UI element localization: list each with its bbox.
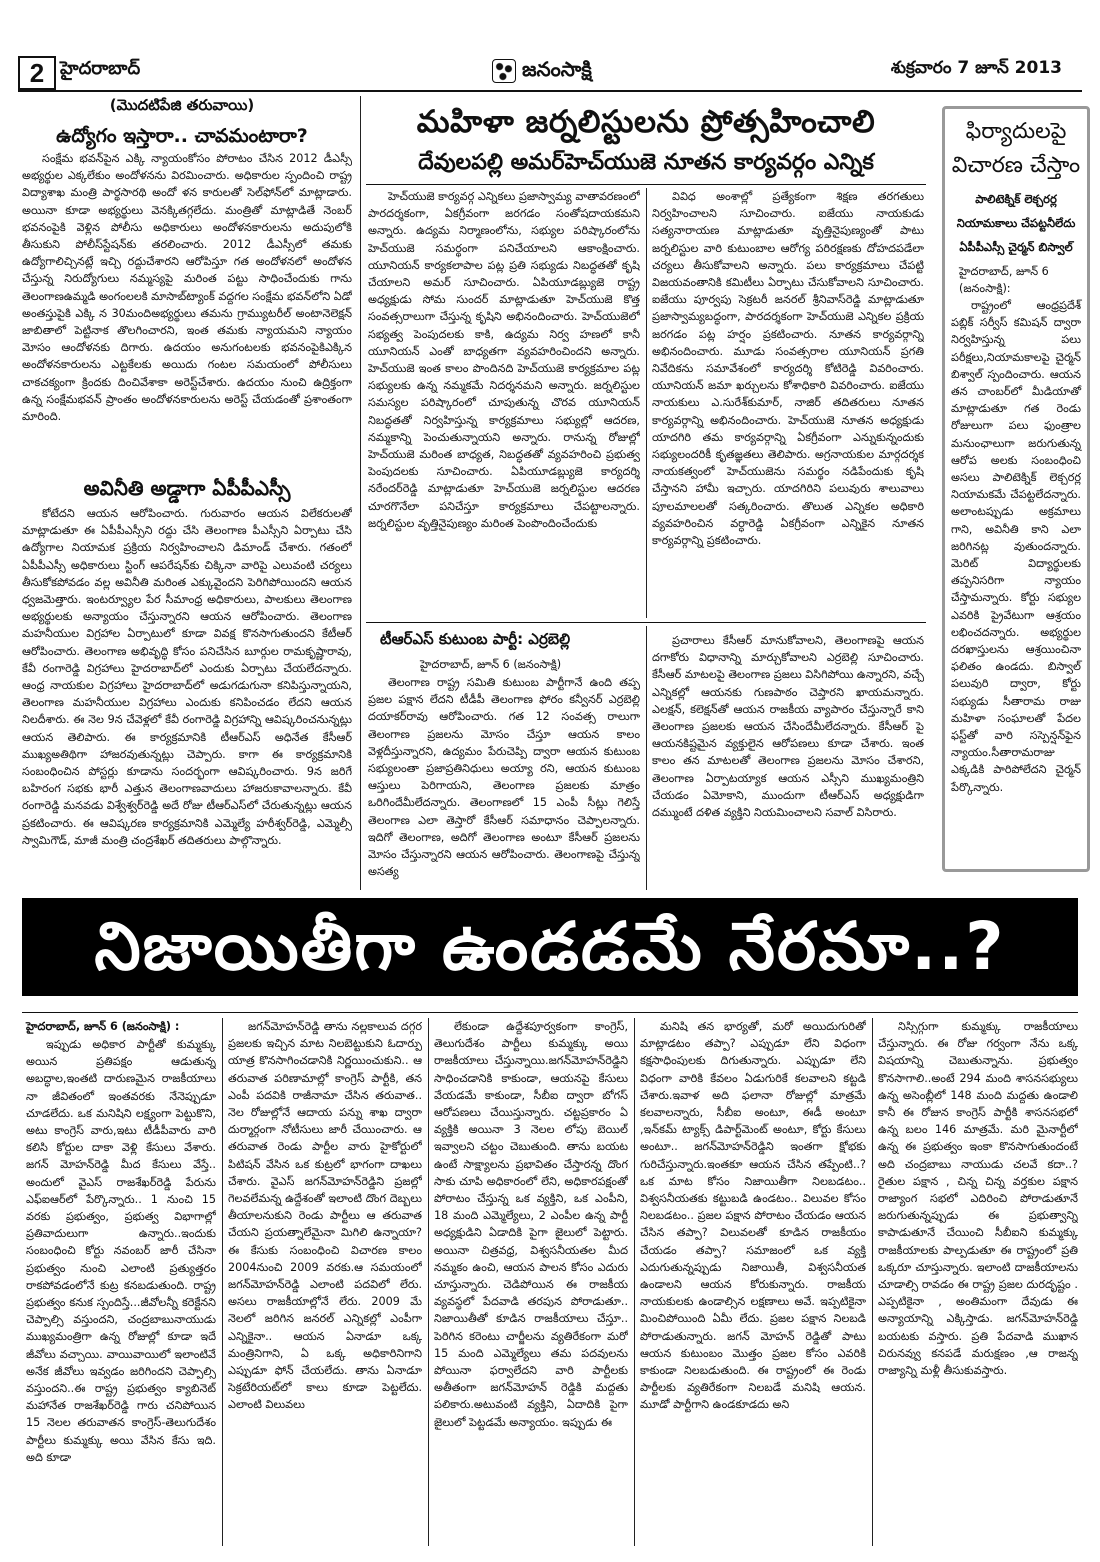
trs-rule (366, 622, 926, 623)
bottom-col1-text: ఇప్పుడు అధికార పార్టీతో కుమ్మక్కు అయిన ప్రతిపక్షం ఆడుతున్న అబద్ధాల,ఇంతటి దారుణమైన రాజకీయాలు నా జీవితంలో ఇంతవరకు నేనెప్పుడూ చూడలేదు. ఒక మనిషిని లక్ష్యంగా పెట్టుకొని, అటు కాంగ్రెస్ వారు,ఇటు టీడీపీవారు వారి కలిసి కోర్టుల దాకా వెళ్లి కేసులు వేశారు. జగన్ మోహన్‌రెడ్డి మీద కేసులు వేస్తే.. అందులో వైఎస్ రాజశేఖర్‌రెడ్డి పేరును ఎఫ్ఐఆర్‌లో పేర్కొన్నారు.. 1 నుంచి 15 వరకు ప్రభుత్వం, ప్రభుత్వ విభాగాల్లో ప్రతివాదులుగా ఉన్నారు..ఇందుకు సంబంధించి కోర్టు నవంబర్ జారీ చేసినా ప్రభుత్వం నుంచి ఎలాంటి ప్రత్యుత్తరం రాకపోవడంలోనే కుట్ర కనబడుతుంది. రాష్ట్ర ప్రభుత్వం కనుక స్పందిస్తే...జీవోలన్నీ కరెక్టేనని చెప్పాల్సి వస్తుందని, చంద్రబాబునాయుడు ముఖ్యమంత్రిగా ఉన్న రోజుల్లో కూడా ఇదే జీవోలు వచ్చాయి. వాయివాయిలో ఇలాంటివే అనేక జీవోలు ఇవ్వడం జరిగిందని చెప్పాల్సి వస్తుందని..ఈ రాష్ట్ర ప్రభుత్వం క్యాబినెట్ మహానేత రాజశేఖర్‌రెడ్డి గారు చనిపోయిన 15 నెలల తరువాతన కాంగ్రెస్-తెలుగుదేశం పార్టీలు కుమ్మక్కు అయి వేసిన కేసు ఇది. అది కూడా (26, 1038, 216, 1464)
left-headline: ఉద్యోగం ఇస్తారా.. చావమంటారా? (56, 125, 308, 147)
center-col-2 (652, 188, 924, 618)
bottom-col3-text: లేకుండా ఉద్దేశపూర్వకంగా కాంగ్రెస్, తెలుగుదేశం పార్టీలు కుమ్మక్కు అయి రాజకీయాలు చేస్తున్నాయి.జగన్‌మోహన్‌రెడ్డిని సాధించడానికి కాకుండా, ఆయనపై కేసులు వేయడమే కాకుండా, సీబీఐ ద్వారా బోగస్ ఆరోపణలు చేయిస్తున్నారు. చట్టప్రకారం ఏ వ్యక్తికి అయినా 3 నెలల లోపు బెయిల్ ఇవ్వాలని చట్టం చెబుతుంది. తాను బయట ఉంటే సాక్ష్యాలను ప్రభావితం చేస్తారన్న దొంగ సాకు చూపి అధికారంలో లేని, అధికారపక్షంతో పోరాటం చేస్తున్న ఒక వ్యక్తిని, ఒక ఎంపీని, 18 మంది ఎమ్మెల్యేలు, 2 ఎంపీల ఉన్న పార్టీ అధ్యక్షుడిని ఏడాదికి పైగా జైలులో పెట్టారు. అయినా చిత్రవధ్ర, విశ్వసనీయతల మీద నమ్మకం ఉంచి, ఆయన పాలన కోసం ఎదురు చూస్తున్నారు. చెడిపోయిన ఈ రాజకీయ వ్యవస్థలో పేదవాడి తరపున పోరాడుతూ.. నిజాయితీతో కూడిన రాజకీయాలు చేస్తూ.. పెరిగిన కరెంటు చార్జీలను వ్యతిరేకంగా మరో 15 మంది ఎమ్మెల్యేలు తమ పదవులను పోయినా ఫర్వాలేదని వారి పార్టీలకు అతీతంగా జగన్‌మోహన్ రెడ్డికి మద్దతు పలికారు.అటువంటి వ్యక్తిని, ఏదాదికి పైగా జైలులో పెట్టడమే అన్యాయం. ఇప్పుడు ఈ (434, 1020, 628, 1429)
side-sub-2: నియామకాలు చేపట్టనీలేదు (956, 216, 1076, 230)
paper-logo (492, 55, 642, 87)
bottom-col4-text: మనిషి తన భార్యతో, మరో అయిదుగురితో మాట్లాడటం తప్పా? ఎప్పుడూ లేని విధంగా కక్షసాధింపులకు దిగుతున్నారు. ఎప్పుడూ లేని విధంగా వారికి కేవలం ఏడుగురికే కలవాలని కట్టడి చేశారు.ఇవాళ అది ఫలానా రోజుల్లో మాత్రమే కలవాలన్నారు, సీబీఐ అంటూ, ఈడీ అంటూ ,ఇన్‌కమ్ ట్యాక్స్ డిపార్ట్‌మెంట్ అంటూ, కోర్టు కేసులు అంటూ.. జగన్‌మోహన్‌రెడ్డిని ఇంతగా క్షోభకు గురిచేస్తున్నారు.ఇంతకూ ఆయన చేసిన తప్పేంటి..? ఒక మాట కోసం నిజాయితీగా నిలబడటం.. విశ్వసనీయతకు కట్టుబడి ఉండటం.. విలువల కోసం నిలబడటం.. ప్రజల పక్షాన పోరాటం చేయడం ఆయన చేసిన తప్పా? విలువలతో కూడిన రాజకీయం చేయడం తప్పా? సమాజంలో ఒక వ్యక్తి ఎదుగుతున్నప్పుడు నిజాయితీ, విశ్వసనీయత ఉండాలని ఆయన కోరుకున్నారు. రాజకీయ నాయకులకు ఉండాల్సిన లక్షణాలు అవే. ఇప్పటికైనా మించిపోయింది ఏమీ లేదు. ప్రజల పక్షాన నిలబడి పోరాడుతున్నారు. జగన్ మోహన్ రెడ్డితో పాటు ఆయన కుటుంబం మొత్తం ప్రజల కోసం ఎవరికి కాకుండా నిలబడుతుంది. ఈ రాష్ట్రంలో ఈ రెండు పార్టీలకు వ్యతిరేకంగా నిలబడే మనిషి ఆయన. మూడో పార్టీగాని ఉండకూడదు అని (640, 1020, 866, 1412)
sidebar-box (942, 106, 1090, 872)
column-divider (428, 1018, 429, 1546)
banner-headline: నిజాయితీగా ఉండడమే నేరమా..? (22, 898, 1078, 996)
trs-col-1 (368, 674, 640, 890)
paper-name: జనంసాక్షి (522, 56, 592, 81)
left-article-body2 (22, 505, 352, 889)
trs-col2-text: ప్రచారాలు కేసీఆర్ మానుకోవాలని, తెలంగాణపై ఆయన దగాకోరు విధానాన్ని మార్చుకోవాలని ఎర్రబెల్లి సూచించారు. కేసీఆర్ మాటలపై తెలంగాణ ప్రజలు విసిగిపోయి ఉన్నారని, వచ్చే ఎన్నికల్లో ఆయనకు గుణపాఠం చెప్తారని ఖాయమన్నారు. ఎలక్షన్, కలెక్షన్‌తో ఆయన రాజకీయ వ్యాపారం చేస్తున్నారే కాని తెలంగాణ ప్రజలకు ఆయన చేసిందేమీలేదన్నారు. కేసీఆర్ పై ఆయనకిష్టమైన వ్యక్తులైన ఆరోపణలు కూడా చేశారు. ఇంత కాలం తన మాటలతో తెలంగాణ ప్రజలను మోసం చేశారని, తెలంగాణ ఏర్పాటయ్యాక ఆయన ఎస్సీని ముఖ్యమంత్రిని చేయడం ఏమోకాని, ముందుగా టీఆర్ఎస్ అధ్యక్షుడిగా దమ్ముంటే దళిత వ్యక్తిని నియమించాలని సవాల్ విసిరారు. (652, 634, 924, 820)
masthead-rule (18, 90, 1082, 92)
left-subhead: అవినీతి అడ్డాగా ఏపీపీఎస్సీ (83, 476, 291, 500)
bottom-col-3 (434, 1018, 628, 1546)
bottom-col-4 (640, 1018, 866, 1546)
side-body (945, 297, 1087, 857)
trs-dateline: హైదరాబాద్, జూన్ 6 (జనంసాక్షి) (420, 658, 562, 671)
continued-kicker: (మొదటిపేజి తరువాయి) (109, 96, 255, 114)
trs-headline: టీఆర్ఎస్ కుటుంబ పార్టీ: ఎర్రబెల్లి (380, 630, 571, 648)
left-body-text: సంక్షేమ భవన్‌పైన ఎక్కి న్యాయంకోసం పోరాటం చేసిన 2012 డీఎస్సీ అభ్యర్థుల ఎక్కలేకుం అందోళనను విరమించారు. అధికారుల స్పందించి రాష్ట్ర విద్యాశాఖ మంత్రి పార్థసారథి అందో ళన కారులతో సెల్‌ఫోన్‌లో మాట్లాడారు. అయినా కూడా అభ్యర్థులు వెనక్కితగ్గలేదు. మంత్రితో మాట్లాడితే నెంబర్ భవనంపైకి వెళ్లిన పోలీసు అధికారులు అందోళనకారులను అదుపులోకి తీసుకుని పోలీస్‌స్టేషన్‌కు తరలించారు. 2012 డీఎస్సీలో తమకు ఉద్యోగాలిచ్చినట్లే ఇచ్చి రద్దుచేశారని ఆరోపిస్తూ గత అందోళనలో అందోళన చేస్తున్న నిరుద్యోగులు నమ్మస్యపై మరింత పట్టు సాధించేందుకు గాను తెలంగాణఉమ్మడి అంగంలలకి మాసాబ్‌ట్యాంక్ వద్దగల సంక్షేమ భవన్‌లోని ఏడో అంతస్తుపైకి ఎక్కి న 30మందిఅభ్యర్థులు తమను గ్రామ్యుటరీల్ అంటానెలెక్షన్ జాబితాలో పెట్టినాక తొలగించారని, ఇంత తమకు న్యాయమని న్యాయం మోసం ఆందోళనకు దిగారు. ఉదయం అనుగంటలకు భవనంపైకిఎక్కిన అందోళనకారులను ఎట్టకేలకు అయిదు గంటల సమయంలో పోలీసులు చాకచక్యంగా క్రిందకు దించివేశాకా అరెస్ట్‌చేశారు. ఉదయం నుంచి ఉద్రిక్తంగా ఉన్న సంక్షేమభవన్ ప్రాంతం అందోళనకారులను అరెస్ట్ చేయడంతో ప్రశాంతంగా మారింది. (22, 152, 352, 424)
side-body-text: రాష్ట్రంలో ఆంధ్రప్రదేశ్ పబ్లిక్ సర్వీస్ కమిషన్ ద్వారా నిర్వహిస్తున్న పలు పరీక్షలు,నియామకాలపై చైర్మన్ బిశ్వాల్ స్పందించారు. ఆయన తన చాంబర్‌లో మీడియాతో మాట్లాడుతూ గత రెండు రోజులుగా పలు ఫుంత్రాల మనుంఛాలుగా జరుగుతున్న ఆరోప అలకు సంబంధించి అసలు పాలిటెక్నిక్ లెక్చరర్ల నియామకమే చేపట్టలేదన్నారు. అలాంటప్పుడు అక్రమాలు గాని, అవినీతి కాని ఎలా జరిగినట్ల వుతుందన్నారు. మెరిట్ విద్యార్థులకు తప్పనిసరిగా న్యాయం చేస్తామన్నారు. కోర్టు సభ్యుల ఎవరికి ప్రైవేటుగా ఆశ్రయం లభించదన్నారు. అభ్యర్థుల దరఖాస్తులను ఆశ్రయించినా ఫలితం ఉండదు. బిస్వాల్ పలువురి ద్వారా, కోర్టు సభ్యుడు సీతారామ రాజు మహిళా సంఘాలతో పేదల ఫస్ట్‌తో వారి సస్పెన్షన్‌ఫైన న్యాయం.సీతారామరాజు ఎక్కడికి పారిపోలేదని చైర్మన్ పేర్కొన్నారు. (951, 299, 1081, 794)
center-col-1 (368, 188, 640, 618)
column-divider (646, 626, 647, 890)
bottom-dateline: హైదరాబాద్, జూన్ 6 (జనంసాక్షి) : (26, 1020, 180, 1033)
center-rule (366, 184, 926, 185)
logo-icon (492, 59, 516, 83)
center-col2-text: వివిధ అంశాల్లో ప్రత్యేకంగా శిక్షణ తరగతులు నిర్వహించాలని సూచించారు. ఐజేయు నాయకుడు సత్యనారాయణ మాట్లాడుతూ వృత్తినైపుణ్యంతో పాటు జర్నలిస్టుల వారి కుటుంబాల ఆరోగ్య పరిరక్షణకు దోహదపడేలా చర్యలు తీసుకోవాలని అన్నారు. పలు కార్యక్రమాలు చేపట్టి విజయవంతానికి కమిటీలు ఏర్పాటు చేసుకోవాలని సూచించారు. ఐజేయు పూర్వపు సెక్రటరీ జనరల్ శ్రీనివాస్‌రెడ్డి మాట్లాడుతూ ప్రజాస్వామ్యబద్ధంగా, పారదర్శకంగా హెచ్‌యుజె ఎన్నికల ప్రక్రియ జరగడం పట్ల హర్షం ప్రకటించారు. నూతన కార్యవర్గాన్ని అభినందించారు. మూడు సంవత్సరాల యూనియన్ ప్రగతి నివేదికను సమావేశంలో కార్యదర్శి కోటిరెడ్డి వివరించారు. యూనియన్ జమా ఖర్చులను కోశాధికారి వివరించారు. ఐజేయు నాయకులు ఎ.సురేశ్‌కుమార్, నాజిర్ తదితరులు నూతన కార్యవర్గాన్ని అభినందించారు. హెచ్‌యుజె నూతన అధ్యక్షుడు యాదగిరి తమ కార్యవర్గాన్ని ఏకగ్రీవంగా ఎన్నుకున్నందుకు సభ్యులందరికీ కృతజ్ఞతలు తెలిపారు. అగ్రనాయకుల మార్గదర్శక నాయకత్వంలో హెచ్‌యుజెను సమర్థం నడిపేందుకు కృషి చేస్తానని హామీ ఇచ్చారు. యాదగిరిని పలువురు శాలువాలు పూలమాలలతో సత్కరించారు. తొలుత ఎన్నికల అధికారి వ్యవహరించిన వర్ధారెడ్డి ఏకగ్రీవంగా ఎన్నికైన నూతన కార్యవర్గాన్ని ప్రకటించారు. (652, 190, 924, 548)
trs-col-2 (652, 632, 924, 890)
column-divider (360, 96, 361, 890)
side-title-2: విచారణ చేస్తాం (951, 153, 1081, 178)
side-title-1: ఫిర్యాదులపై (965, 119, 1067, 144)
side-sub-1: పాలిటెక్నిక్ లెక్చరర్ల (975, 192, 1057, 206)
column-divider (634, 1018, 635, 1546)
column-divider (222, 1018, 223, 1546)
left-body2-text: కోటేదని ఆయన ఆరోపించారు. గురువారం ఆయన విలేకరులతో మాట్లాడుతూ ఈ ఏపీపీఎస్సీని రద్దు చేసి తెలంగాణ పీఎస్సీని ఏర్పాటు చేసి ఉద్యోగాల నియామక ప్రక్రియ నిర్వహించాలని డిమాండ్ చేశారు. గతంలో ఏపీపీఎస్సీ అధికారులు స్టింగ్ ఆపరేషన్‌కు చిక్కినా వారిపై ఎలువంటి చర్యలు తీసుకోకపోవడం వల్ల అవినీతి మరింత ఎక్కువైందని పెరిగిపోయిందని ఆయన ధ్వజమెత్తారు. ఇంటర్వ్యూల పేర సీమాంధ్ర అధికారులు, పాలకులు తెలంగాణ అభ్యర్థులకు అన్యాయం చేస్తున్నారని ఆయన ఆరోపించారు. తెలంగాణ మహనీయుల విగ్రహాల ఏర్పాటులో కూడా వివక్ష కొనసాగుతుందని కేటీఆర్ ఆరోపించారు. తెలంగాణ అభివృద్ధి కోసం పనిచేసిన బూర్గుల రామకృష్ణారావు, కేవీ రంగారెడ్డి విగ్రహాలు హైదరాబాద్‌లో ఎందుకు ఏర్పాటు చేయలేదన్నారు. ఆంధ్ర నాయకుల విగ్రహాలు హైదరాబాద్‌లో అడుగడుగునా కనిపిస్తున్నాయని, తెలంగాణ మహనీయుల విగ్రహాలు ఎందుకు కనిపించడం లేదని ఆయన నిలదీశారు. ఈ నెల 9న చేవెళ్లలో కేవీ రంగారెడ్డి విగ్రహాన్ని ఆవిష్కరించనున్నట్లు ఆయన తెలిపారు. ఈ కార్యక్రమానికి టీఆర్ఎస్ అధినేత కేసీఆర్ ముఖ్యఅతిథిగా హాజరవుతున్నట్లు చెప్పారు. కాగా ఈ కార్యక్రమానికి సంబంధించిన పోస్టర్లు కూడాను సందర్భంగా ఆవిష్కరించారు. 9న జరిగే బహిరంగ సభకు భారీ ఎత్తున తెలంగాణవాదులు హాజరుకావాలన్నారు. కేవీ రంగారెడ్డి మనవడు విశ్వేశ్వర్‌రెడ్డి అదే రోజు టీఆర్ఎస్‌లో చేరుతున్నట్లు ఆయన ప్రకటించారు. ఈ ఆవిష్కరణ కార్యక్రమానికి ఎమ్మెల్యే హరీశ్వర్‌రెడ్డి, ఎమ్మెల్సీ స్వామిగౌడ్, మాజీ మంత్రి చంద్రశేఖర్ తదితరులు పాల్గొన్నారు. (22, 507, 352, 847)
section-city: హైదరాబాద్ (60, 58, 141, 79)
page-number: 2 (18, 56, 56, 90)
bottom-col2-text: జగన్‌మోహన్‌రెడ్డి తాను నల్లకాలువ దగ్గర ప్రజలకు ఇచ్చిన మాట నిలబెట్టుకుని ఓదార్పు యాత్ర కొనసాగించడానికి నిర్ణయించుకుని.. ఆ తరువాత పరిణామాల్లో కాంగ్రెస్ పార్టీకి, తన ఎంపీ పదవికి రాజీనామా చేసిన తరువాత.. నెల రోజుల్లోనే ఆదాయ పన్ను శాఖ ద్వారా దుర్మార్గంగా నోటీసులు జారీ చేయించారు. ఆ తరువాత రెండు పార్టీల వారు హైకోర్టులో పిటిషన్ వేసిన ఒక కుట్రలో భాగంగా దాఖలు చేశారు. వైఎస్ జగన్‌మోహన్‌రెడ్డిని ప్రజల్లో గెలవలేమన్న ఉద్దేశంతో ఇలాంటి దొంగ దెబ్బలు తీయాలనుకుని రెండు పార్టీలు ఆ తరువాత చేయని ప్రయత్నాలేమైనా మిగిలి ఉన్నాయా?ఈ కేసుకు సంబంధించి విచారణ కాలం 2004నుంచి 2009 వరకు.ఆ సమయంలో జగన్‌మోహన్‌రెడ్డి ఎలాంటి పదవిలో లేరు. అసలు రాజకీయాల్లోనే లేరు. 2009 మే నెలలో జరిగిన జనరల్ ఎన్నికల్లో ఎంపీగా ఎన్నికైనా.. ఆయన ఏనాడూ ఒక్క మంత్రినిగాని, ఏ ఒక్క అధికారినిగాని ఎప్పుడూ ఫోన్ చేయలేదు. తాను ఏనాడూ సెక్రటేరియట్‌లో కాలు కూడా పెట్టలేదు. ఎలాంటి విలువలు (228, 1020, 422, 1412)
center-headline: మహిళా జర్నలిస్టులను ప్రోత్సహించాలి (416, 104, 876, 140)
column-divider (646, 188, 647, 618)
side-sub-3: ఏపీపీఎస్సీ చైర్మన్ బిస్వాల్ (959, 240, 1073, 254)
issue-date: శుక్రవారం 7 జూన్ 2013 (890, 58, 1062, 78)
bottom-col-2 (228, 1018, 422, 1546)
center-col1-text: హెచ్‌యుజె కార్యవర్గ ఎన్నికలు ప్రజాస్వామ్య వాతావరణంలో పారదర్శకంగా, ఏకగ్రీవంగా జరగడం సంతోషదాయకమని అన్నారు. ఉద్యమ నిర్మాణంలోను, సభ్యుల పరిష్కారంలోను హెచ్‌యుజె సమర్థంగా పనిచేయాలని ఆకాంక్షించారు. యూనియన్ కార్యకలాపాల పట్ల ప్రతి సభ్యుడు నిబద్ధతతో కృషి చేయాలని అమర్ సూచించారు. ఏపియూడబ్ల్యుజె రాష్ట్ర అధ్యక్షుడు సోమ సుందర్ మాట్లాడుతూ హెచ్‌యుజె కొత్త సంవత్సరాలుగా చేస్తున్న కృషిని అభినందించారు. హెచ్‌యుజెలో సభ్యత్వ పెంపుదలకు కాకి, ఉద్యమ నిర్వ హణలో కానీ యూనియన్ ఎంతో బాధ్యతగా వ్యవహరించిందని అన్నారు. హెచ్‌యుజె ఇంత కాలం పొందినది హెచ్‌యుజె కార్యక్రమాల పట్ల సభ్యులకు ఉన్న నమ్మకమే నిదర్శనమని అన్నారు. జర్నలిస్టుల సమస్యల పరిష్కారంలో చూపుతున్న చొరవ యూనియన్ నిబద్ధతతో నిర్వహిస్తున్న కార్యక్రమాలు సభ్యుల్లో ఆదరణ, నమ్మకాన్ని పెంచుతున్నాయని అన్నారు. రానున్న రోజుల్లో హెచ్‌యుజె మరింత బాధ్యత, నిబద్ధతతో వ్యవహరించి ప్రభుత్వ పెంపుదలకు సూచించారు. ఏపియూడబ్ల్యుజె కార్యదర్శి నరేందర్‌రెడ్డి మాట్లాడుతూ హెచ్‌యుజె జర్నలిస్టుల ఆదరణ చూరగొనేలా పనిచేస్తూ కార్యక్రమాలు చేపట్టాలన్నారు. జర్నలిస్టుల వృత్తినైపుణ్యం మరింత పెంపొందించేందుకు (368, 190, 640, 530)
bottom-col5-text: నిస్సిగ్గుగా కుమ్మక్కు రాజకీయాలు చేస్తున్నారు. ఈ రోజు గర్వంగా నేను ఒక్క విషయాన్ని చెబుతున్నాను. ప్రభుత్వం కొనసాగాలి..అంటే 294 మంది శాసనసభ్యులు ఉన్న అసెంబ్లీలో 148 మంది మద్దతు ఉండాలి కానీ ఈ రోజున కాంగ్రెస్ పార్టీకి శాసనసభలో ఉన్న బలం 146 మాత్రమే. మరి మైనార్టీలో ఉన్న ఈ ప్రభుత్వం ఇంకా కొనసాగుతుందంటే అది చంద్రబాబు నాయుడు చలవే కదా..? రైతుల పక్షాన , చిన్న చిన్న వర్తకుల పక్షాన రాజ్యాంగ సభలో ఎదిరించి పోరాడుతూనే జరుగుతున్నప్పుడు ఈ ప్రభుత్వాన్ని కాపాడుతూనే చేయించి సీబీఐని కుమ్మక్కు రాజకీయాలకు పాల్పడుతూ ఈ రాష్ట్రంలో ప్రతి ఒక్కరూ చూస్తున్నారు. ఇలాంటి దాజకీయాలను చూడాల్సి రావడం ఈ రాష్ట్ర ప్రజల దురదృష్టం . ఎప్పటికైనా , అంతిమంగా దేవుడు ఈ అన్యాయాన్ని ఎక్కిస్తాడు. జగన్‌మోహన్‌రెడ్డి బయటకు వస్తారు. ప్రతి పేదవాడి ముఖాన చిరునవ్వు కనపడే మరుక్షణం ,ఆ రాజన్న రాజ్యాన్ని మళ్లీ తీసుకువస్తారు. (878, 1020, 1078, 1378)
bottom-col-1 (26, 1036, 216, 1546)
bottom-rule (22, 1012, 1078, 1013)
bottom-col-5 (878, 1018, 1078, 1546)
center-subheadline: దేవులపల్లి అమర్‌హెచ్‌యుజె నూతన కార్యవర్గం ఎన్నిక (418, 150, 874, 175)
side-dateline: హైదరాబాద్, జూన్ 6 (జనంసాక్షి): (959, 265, 1049, 295)
column-divider (872, 1018, 873, 1546)
trs-col1-text: తెలంగాణ రాష్ట్ర సమితి కుటుంబ పార్టీగానే ఉంది తప్ప ప్రజల పక్షాన లేదని టీడీపీ తెలంగాణ ఫోరం కన్వీనర్ ఎర్రబెల్లి దయాకర్‌రావు ఆరోపించారు. గత 12 సంవత్స రాలుగా తెలంగాణ ప్రజలను మోసం చేస్తూ ఆయన కాలం వెళ్లదీస్తున్నారని, ఉద్యమం పేరుచెప్పి ద్వారా ఆయన కుటుంబ సభ్యులంతా ప్రజాప్రతినిధులు అయ్యా రని, ఆయన కుటుంబ ఆస్తులు పెరిగాయని, తెలంగాణ ప్రజలకు మాత్రం ఒరిగిందేమీలేదన్నారు. తెలంగాణలో 15 ఎంపీ సీట్లు గెలిస్తే తెలంగాణ ఎలా తెస్తారో కేసీఆర్ సమాధానం చెప్పాలన్నారు. ఇదిగో తెలంగాణ, అదిగో తెలంగాణ అంటూ కేసీఆర్ ప్రజలను మోసం చేస్తున్నారని ఆయన ఆరోపించారు. తెలంగాణపై చేస్తున్న అసత్య (368, 676, 640, 879)
left-article-body (22, 150, 352, 472)
